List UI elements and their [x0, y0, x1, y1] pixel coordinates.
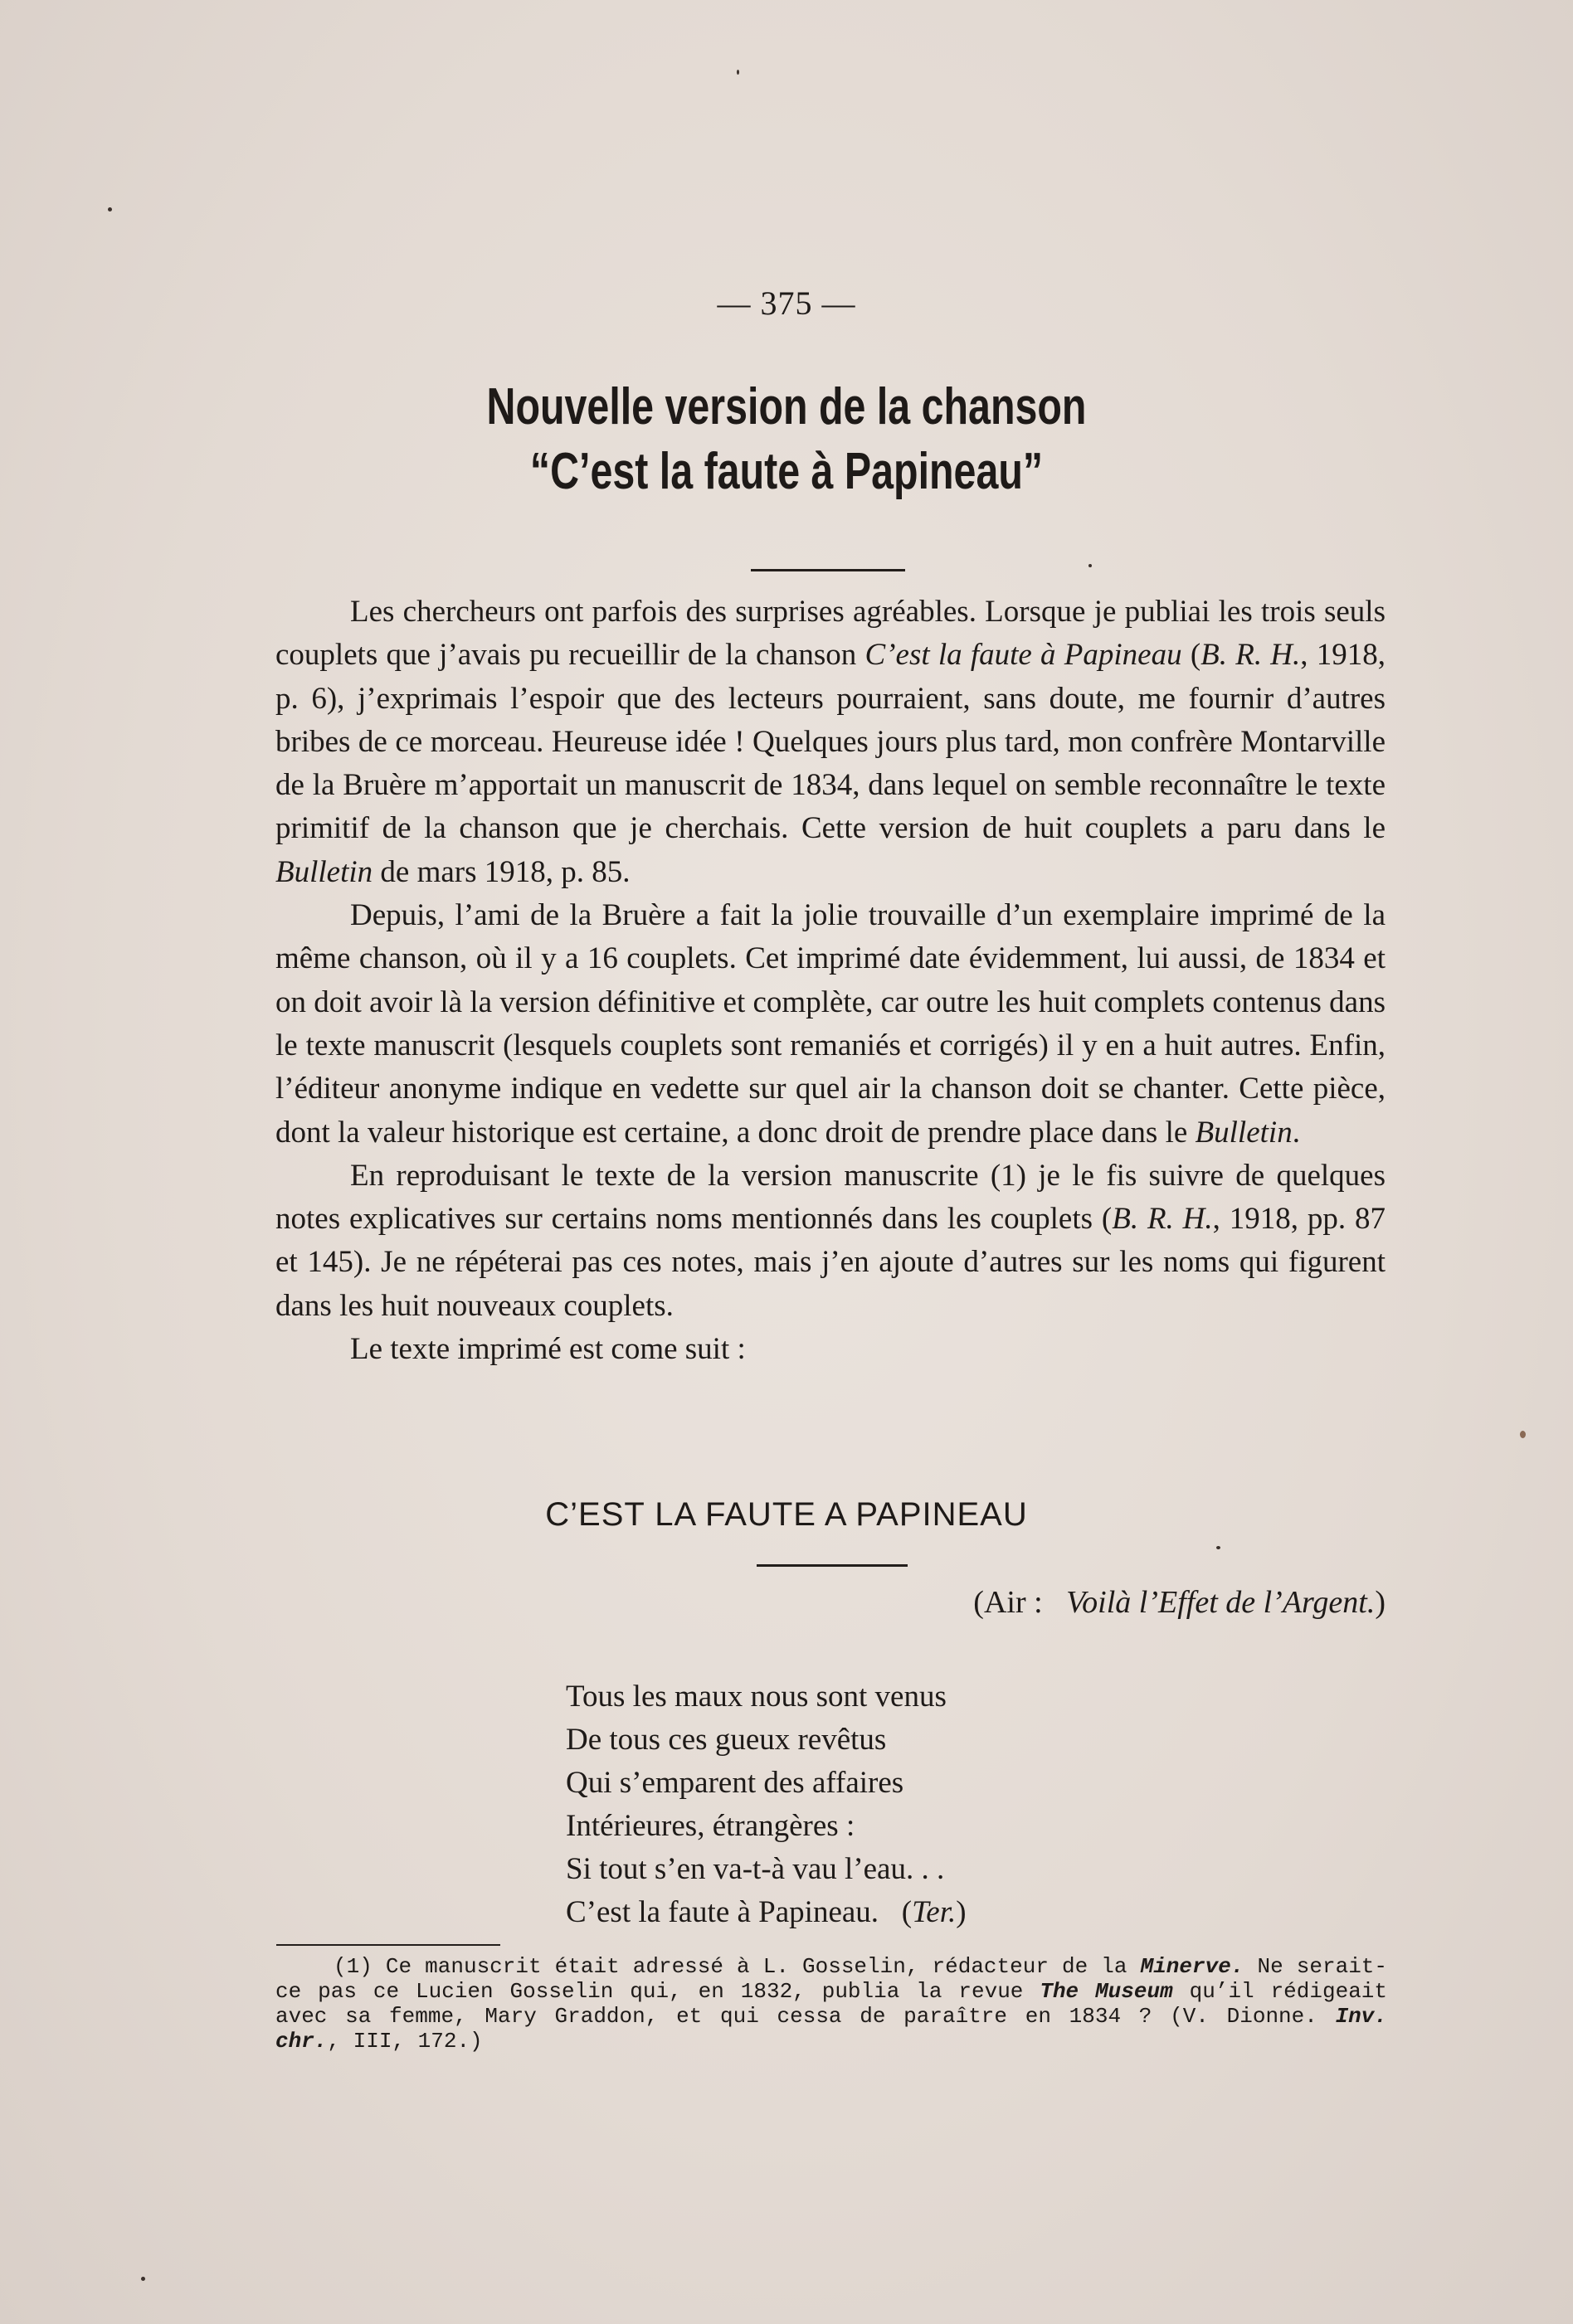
verse [566, 1675, 967, 1934]
verse-line-6-text: C’est la faute à Papineau. [566, 1895, 879, 1929]
paragraph-3 [275, 1155, 1386, 1328]
page-number: — 375 — [717, 284, 856, 322]
paper-speck [1088, 564, 1092, 567]
paragraph-2-text-a: Depuis, l’ami de la Bruère a fait la jolie trouvaille d’un exemplaire imprimé de la même chanson, où il y a 16 couplets. Cet imprimé date évidemment, lui aussi, de 1834 et on doit avoir là la version définitive et complète, car outre les huit complets contenus dans le texte manuscrit (lesquels couplets sont remaniés et corrigés) il y en a huit autres. Enfin, l’éditeur anonyme indique en vedette sur quel air la chanson doit se chanter. Cette pièce, dont la valeur historique est certaine, a donc droit de prendre place dans le [275, 898, 1386, 1150]
title-divider [751, 569, 905, 571]
paragraph-1-text-b: ( [1181, 638, 1201, 673]
verse-line-3: Qui s’emparent des affaires [566, 1766, 904, 1800]
footnote-divider [276, 1944, 500, 1946]
paragraph-1-bulletin: Bulletin [275, 854, 373, 889]
paragraph-3-citation: B. R. H. [1112, 1202, 1213, 1237]
verse-line-5: Si tout s’en va-t-à vau l’eau. . . [566, 1852, 945, 1886]
paper-speck [1520, 1431, 1526, 1438]
paragraph-1-text-a: Les chercheurs ont parfois des surprises agréables. Lorsque je publiai les trois seuls couplets que j’avais pu recueillir de la chanson [275, 595, 1386, 673]
article-body [275, 591, 1386, 1371]
verse-line-4: Intérieures, étrangères : [566, 1809, 855, 1843]
paragraph-3-text-a: En reproduisant le texte de la version manuscrite (1) je le fis suivre de quelques notes explicatives sur certains noms mentionnés dans les couplets ( [275, 1158, 1386, 1237]
verse-line-1: Tous les maux nous sont venus [566, 1680, 947, 1714]
footnote-text-d: , III, 172.) [327, 2029, 483, 2054]
footnote-text-a: (1) Ce manuscrit était adressé à L. Gosselin, rédacteur de la [334, 1954, 1141, 1979]
refrain-open: ( [901, 1895, 913, 1929]
article-title-line-2: “C’est la faute à Papineau” [529, 443, 1044, 500]
paper-speck [737, 70, 739, 75]
paragraph-1-citation: B. R. H. [1200, 638, 1301, 673]
air-suffix: ) [1375, 1585, 1386, 1620]
song-divider [757, 1564, 908, 1567]
footnote-inv-chr: Inv. chr. [275, 2004, 1387, 2054]
paper-speck [108, 207, 112, 211]
song-air [863, 1584, 1386, 1621]
footnote-museum: The Museum [1040, 1979, 1173, 2004]
paragraph-1-text-c: , 1918, p. 6), j’exprimais l’espoir que des lecteurs pourraient, sans doute, me fournir d’autres bribes de ce morceau. Heureuse idée ! Quelques jours plus tard, mon confrère Montarville de la Bruère m’apportait un manuscrit de 1834, dans lequel on semble reconnaître le texte primitif de la chanson que je cherchais. Cette version de huit couplets a paru dans le [275, 638, 1386, 846]
paragraph-2-text-b: . [1292, 1115, 1300, 1150]
footnote [275, 1954, 1387, 2054]
air-name: Voilà l’Effet de l’Argent. [1066, 1585, 1376, 1620]
footnote-minerve: Minerve. [1140, 1954, 1244, 1979]
refrain-marker: Ter. [912, 1895, 957, 1929]
verse-line-6 [566, 1891, 967, 1934]
air-prefix: (Air : [973, 1585, 1043, 1620]
refrain-close: ) [956, 1895, 967, 1929]
paper-speck [141, 2277, 145, 2281]
paper-speck [1216, 1546, 1220, 1549]
footnote-text-c: qu’il rédigeait avec sa femme, Mary Graddon, et qui cessa de paraître en 1834 ? (V. Dionne. [275, 1979, 1387, 2029]
article-title [173, 375, 1400, 504]
footnote-1 [275, 1954, 1387, 2054]
footnote-text-b: Ne serait-ce pas ce Lucien Gosselin qui, en 1832, publia la revue [275, 1954, 1387, 2004]
paragraph-1 [275, 591, 1386, 894]
paragraph-3-text-b: , 1918, pp. 87 et 145). Je ne répéterai pas ces notes, mais j’en ajoute d’autres sur les noms qui figurent dans les huit nouveaux couplets. [275, 1202, 1386, 1323]
paragraph-2 [275, 894, 1386, 1155]
song-title: C’EST LA FAUTE A PAPINEAU [545, 1496, 1028, 1533]
paragraph-2-bulletin: Bulletin [1195, 1115, 1293, 1150]
paragraph-1-song-title: C’est la faute à Papineau [864, 638, 1182, 673]
paragraph-4: Le texte imprimé est come suit : [350, 1332, 746, 1367]
article-title-line-1: Nouvelle version de la chanson [486, 378, 1087, 435]
paragraph-1-text-d: de mars 1918, p. 85. [373, 854, 631, 889]
verse-line-2: De tous ces gueux revêtus [566, 1723, 887, 1757]
